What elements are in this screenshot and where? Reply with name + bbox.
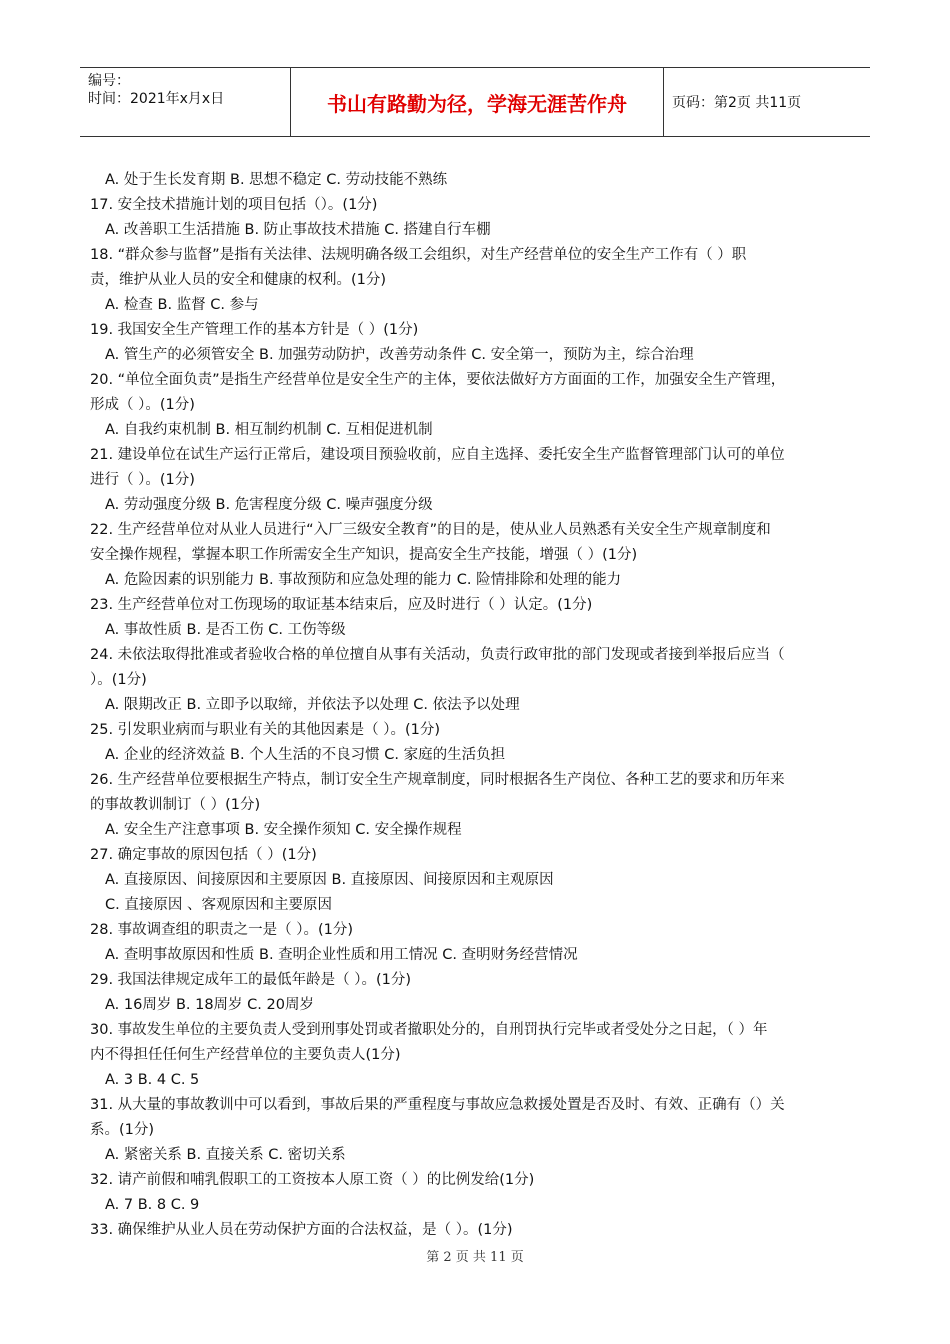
question-text: 28. 事故调查组的职责之一是（ ）。(1分) xyxy=(90,922,354,938)
question-text: ）。(1分) xyxy=(90,672,147,688)
question-text: 27. 确定事故的原因包括（ ）(1分) xyxy=(90,847,317,863)
question-text: 安全操作规程，掌握本职工作所需安全生产知识，提高安全生产技能，增强（ ）(1分) xyxy=(90,547,638,563)
question-list xyxy=(90,168,865,1243)
question-text: 30. 事故发生单位的主要负责人受到刑事处罚或者撤职处分的，自刑罚执行完毕或者受处分之日起，（ ）年 xyxy=(90,1022,768,1038)
answer-options: A. 3 B. 4 C. 5 xyxy=(105,1072,200,1088)
answer-options: A. 企业的经济效益 B. 个人生活的不良习惯 C. 家庭的生活负担 xyxy=(105,747,506,763)
question-text: 22. 生产经营单位对从业人员进行“入厂三级安全教育”的目的是，使从业人员熟悉有关安全生产规章制度和 xyxy=(90,522,771,538)
answer-options: A. 自我约束机制 B. 相互制约机制 C. 互相促进机制 xyxy=(105,422,433,438)
answer-options: A. 16周岁 B. 18周岁 C. 20周岁 xyxy=(105,997,314,1013)
question-text: 18. “群众参与监督”是指有关法律、法规明确各级工会组织，对生产经营单位的安全生产工作有（ ）职 xyxy=(90,247,747,263)
question-text: 19. 我国安全生产管理工作的基本方针是（ ）(1分) xyxy=(90,322,419,338)
question-text: 32. 请产前假和哺乳假职工的工资按本人原工资（ ）的比例发给(1分) xyxy=(90,1172,535,1188)
question-text: 26. 生产经营单位要根据生产特点，制订安全生产规章制度，同时根据各生产岗位、各种工艺的要求和历年来 xyxy=(90,772,785,788)
question-text: 17. 安全技术措施计划的项目包括（）。(1分) xyxy=(90,197,378,213)
answer-options: A. 改善职工生活措施 B. 防止事故技术措施 C. 搭建自行车棚 xyxy=(105,222,491,238)
header-page-label: 页码：第2页 共11页 xyxy=(672,95,802,111)
answer-options: A. 危险因素的识别能力 B. 事故预防和应急处理的能力 C. 险情排除和处理的能力 xyxy=(105,572,622,588)
header-info xyxy=(80,68,291,136)
answer-options: C. 直接原因 、客观原因和主要原因 xyxy=(105,897,332,913)
question-text: 的事故教训制订（ ）(1分) xyxy=(90,797,261,813)
question-text: 24. 未依法取得批准或者验收合格的单位擅自从事有关活动，负责行政审批的部门发现或者接到举报后应当（ xyxy=(90,647,785,663)
question-text: 33. 确保维护从业人员在劳动保护方面的合法权益，是（ ）。(1分) xyxy=(90,1222,513,1238)
time-label: 时间：2021年x月x日 xyxy=(88,91,225,107)
answer-options: A. 查明事故原因和性质 B. 查明企业性质和用工情况 C. 查明财务经营情况 xyxy=(105,947,578,963)
answer-options: A. 直接原因、间接原因和主要原因 B. 直接原因、间接原因和主观原因 xyxy=(105,872,554,888)
answer-options: A. 事故性质 B. 是否工伤 C. 工伤等级 xyxy=(105,622,346,638)
number-label: 编号： xyxy=(88,73,130,89)
answer-options: A. 管生产的必须管安全 B. 加强劳动防护，改善劳动条件 C. 安全第一，预防为主，综合治理 xyxy=(105,347,694,363)
question-text: 内不得担任任何生产经营单位的主要负责人(1分) xyxy=(90,1047,401,1063)
answer-options: A. 7 B. 8 C. 9 xyxy=(105,1197,200,1213)
question-text: 形成（ ）。(1分) xyxy=(90,397,195,413)
page-header xyxy=(80,67,870,137)
question-text: 29. 我国法律规定成年工的最低年龄是（ ）。(1分) xyxy=(90,972,412,988)
answer-options: A. 限期改正 B. 立即予以取缔，并依法予以处理 C. 依法予以处理 xyxy=(105,697,520,713)
question-text: 21. 建设单位在试生产运行正常后，建设项目预验收前，应自主选择、委托安全生产监督管理部门认可的单位 xyxy=(90,447,785,463)
question-text: 20. “单位全面负责”是指生产经营单位是安全生产的主体，要依法做好方方面面的工作，加强安全生产管理， xyxy=(90,372,786,388)
question-text: 25. 引发职业病而与职业有关的其他因素是（ ）。(1分) xyxy=(90,722,441,738)
question-text: 进行（ ）。(1分) xyxy=(90,472,195,488)
question-text: 31. 从大量的事故教训中可以看到，事故后果的严重程度与事故应急救援处置是否及时、有效、正确有（）关 xyxy=(90,1097,785,1113)
answer-options: A. 劳动强度分级 B. 危害程度分级 C. 噪声强度分级 xyxy=(105,497,433,513)
question-text: 系。(1分) xyxy=(90,1122,155,1138)
answer-options: A. 安全生产注意事项 B. 安全操作须知 C. 安全操作规程 xyxy=(105,822,462,838)
answer-options: A. 紧密关系 B. 直接关系 C. 密切关系 xyxy=(105,1147,346,1163)
answer-options: A. 处于生长发育期 B. 思想不稳定 C. 劳动技能不熟练 xyxy=(105,172,448,188)
answer-options: A. 检查 B. 监督 C. 参与 xyxy=(105,297,259,313)
page-footer: 第 2 页 共 11 页 xyxy=(426,1250,524,1265)
header-motto: 书山有路勤为径，学海无涯苦作舟 xyxy=(291,68,664,136)
question-text: 23. 生产经营单位对工伤现场的取证基本结束后，应及时进行（ ）认定。(1分) xyxy=(90,597,593,613)
question-text: 责，维护从业人员的安全和健康的权利。(1分) xyxy=(90,272,387,288)
